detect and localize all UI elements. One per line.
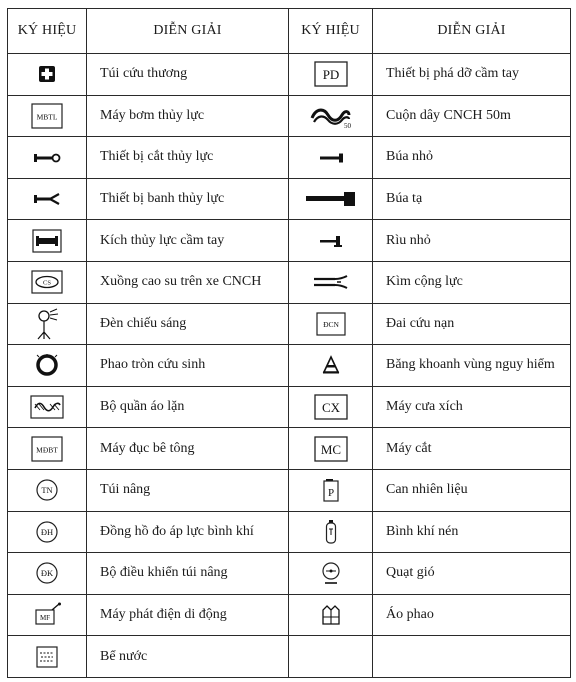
hydraulic-pump-label: MBTL — [36, 112, 58, 122]
lifting-bag-icon — [34, 477, 60, 503]
water-tank-icon — [35, 645, 59, 669]
table-row — [8, 261, 571, 303]
description-life-jacket: Áo phao — [373, 594, 571, 636]
symbol-legend-table — [7, 8, 571, 678]
table-row — [8, 511, 571, 553]
table-row — [8, 303, 571, 345]
small-axe-icon — [316, 233, 346, 249]
fuel-can-label: P — [327, 487, 334, 500]
table-row — [8, 220, 571, 262]
lifting-bag-controller-icon — [34, 560, 60, 586]
description-cylinder-gauge: Đồng hồ đo áp lực bình khí — [87, 511, 289, 553]
hose-reel-icon — [308, 103, 354, 129]
rescue-harness-icon — [316, 312, 346, 336]
description-bolt-cutter: Kìm cộng lực — [373, 261, 571, 303]
table-row — [8, 469, 571, 511]
portable-generator-label: MF — [39, 614, 51, 623]
header-symbol-left: KÝ HIỆU — [8, 9, 87, 54]
fuel-can-icon — [321, 478, 341, 502]
description-compressed-air-cylinder: Bình khí nén — [373, 511, 571, 553]
description-small-axe: Rìu nhỏ — [373, 220, 571, 262]
cutting-machine-icon — [314, 436, 348, 462]
cylinder-gauge-icon — [34, 519, 60, 545]
lifting-bag-controller-label: ĐK — [40, 568, 54, 579]
diving-suit-icon — [30, 395, 64, 419]
empty-description-cell — [373, 636, 571, 678]
chainsaw-icon — [314, 394, 348, 420]
hydraulic-pump-icon — [31, 103, 63, 129]
chainsaw-label: CX — [321, 400, 340, 416]
description-hydraulic-cutter: Thiết bị cắt thủy lực — [87, 137, 289, 179]
description-fan: Quạt gió — [373, 553, 571, 595]
table-row — [8, 594, 571, 636]
description-concrete-breaker: Máy đục bê tông — [87, 428, 289, 470]
fan-icon — [320, 561, 342, 585]
description-portable-generator: Máy phát điện di động — [87, 594, 289, 636]
small-hammer-icon — [315, 151, 347, 165]
header-description-left: DIỄN GIẢI — [87, 9, 289, 54]
table-row — [8, 636, 571, 678]
header-symbol-right: KÝ HIỆU — [289, 9, 373, 54]
description-life-ring: Phao tròn cứu sinh — [87, 345, 289, 387]
bolt-cutter-icon — [311, 273, 351, 291]
hand-hydraulic-jack-icon — [32, 229, 62, 253]
description-diving-suit: Bộ quần áo lặn — [87, 386, 289, 428]
hazard-tape-cone-icon — [321, 355, 341, 375]
sledgehammer-icon — [304, 189, 358, 209]
first-aid-kit-icon — [37, 64, 57, 84]
description-rubber-boat: Xuồng cao su trên xe CNCH — [87, 261, 289, 303]
concrete-breaker-label: MĐBT — [36, 445, 58, 455]
description-hand-hydraulic-jack: Kích thủy lực cầm tay — [87, 220, 289, 262]
table-row — [8, 553, 571, 595]
floodlight-icon — [33, 308, 61, 340]
rubber-boat-label: CS — [43, 279, 51, 287]
description-portable-demolition: Thiết bị phá dỡ cầm tay — [373, 54, 571, 96]
description-water-tank: Bể nước — [87, 636, 289, 678]
description-floodlight: Đèn chiếu sáng — [87, 303, 289, 345]
description-lifting-bag: Túi nâng — [87, 469, 289, 511]
table-row — [8, 345, 571, 387]
table-row — [8, 54, 571, 96]
description-small-hammer: Búa nhỏ — [373, 137, 571, 179]
description-fuel-can: Can nhiên liệu — [373, 469, 571, 511]
hydraulic-cutter-icon — [31, 150, 63, 166]
cutting-machine-label: MC — [320, 441, 341, 457]
description-rescue-harness: Đai cứu nạn — [373, 303, 571, 345]
description-cutting-machine: Máy cắt — [373, 428, 571, 470]
portable-demolition-icon — [314, 61, 348, 87]
rescue-harness-label: ĐCN — [322, 319, 339, 329]
table-row — [8, 95, 571, 137]
concrete-breaker-icon — [31, 436, 63, 462]
lifting-bag-label: TN — [41, 485, 53, 496]
header-row — [8, 9, 571, 54]
hydraulic-spreader-icon — [31, 191, 63, 207]
description-hose-reel: Cuộn dây CNCH 50m — [373, 95, 571, 137]
description-sledgehammer: Búa tạ — [373, 178, 571, 220]
description-hazard-tape: Băng khoanh vùng nguy hiểm — [373, 345, 571, 387]
description-lifting-bag-controller: Bộ điều khiển túi nâng — [87, 553, 289, 595]
description-first-aid-kit: Túi cứu thương — [87, 54, 289, 96]
table-row — [8, 428, 571, 470]
table-row — [8, 178, 571, 220]
table-row — [8, 137, 571, 179]
header-description-right: DIỄN GIẢI — [373, 9, 571, 54]
rubber-boat-icon — [31, 270, 63, 294]
portable-demolition-label: PD — [322, 67, 339, 83]
description-hydraulic-pump: Máy bơm thủy lực — [87, 95, 289, 137]
portable-generator-icon — [32, 602, 62, 628]
table-row — [8, 386, 571, 428]
life-ring-icon — [34, 352, 60, 378]
description-hydraulic-spreader: Thiết bị banh thủy lực — [87, 178, 289, 220]
compressed-air-cylinder-icon — [324, 519, 338, 545]
cylinder-gauge-label: ĐH — [40, 526, 54, 537]
life-jacket-icon — [320, 604, 342, 626]
hose-reel-label: 50 — [343, 121, 351, 129]
description-chainsaw: Máy cưa xích — [373, 386, 571, 428]
empty-symbol-cell — [289, 636, 373, 678]
